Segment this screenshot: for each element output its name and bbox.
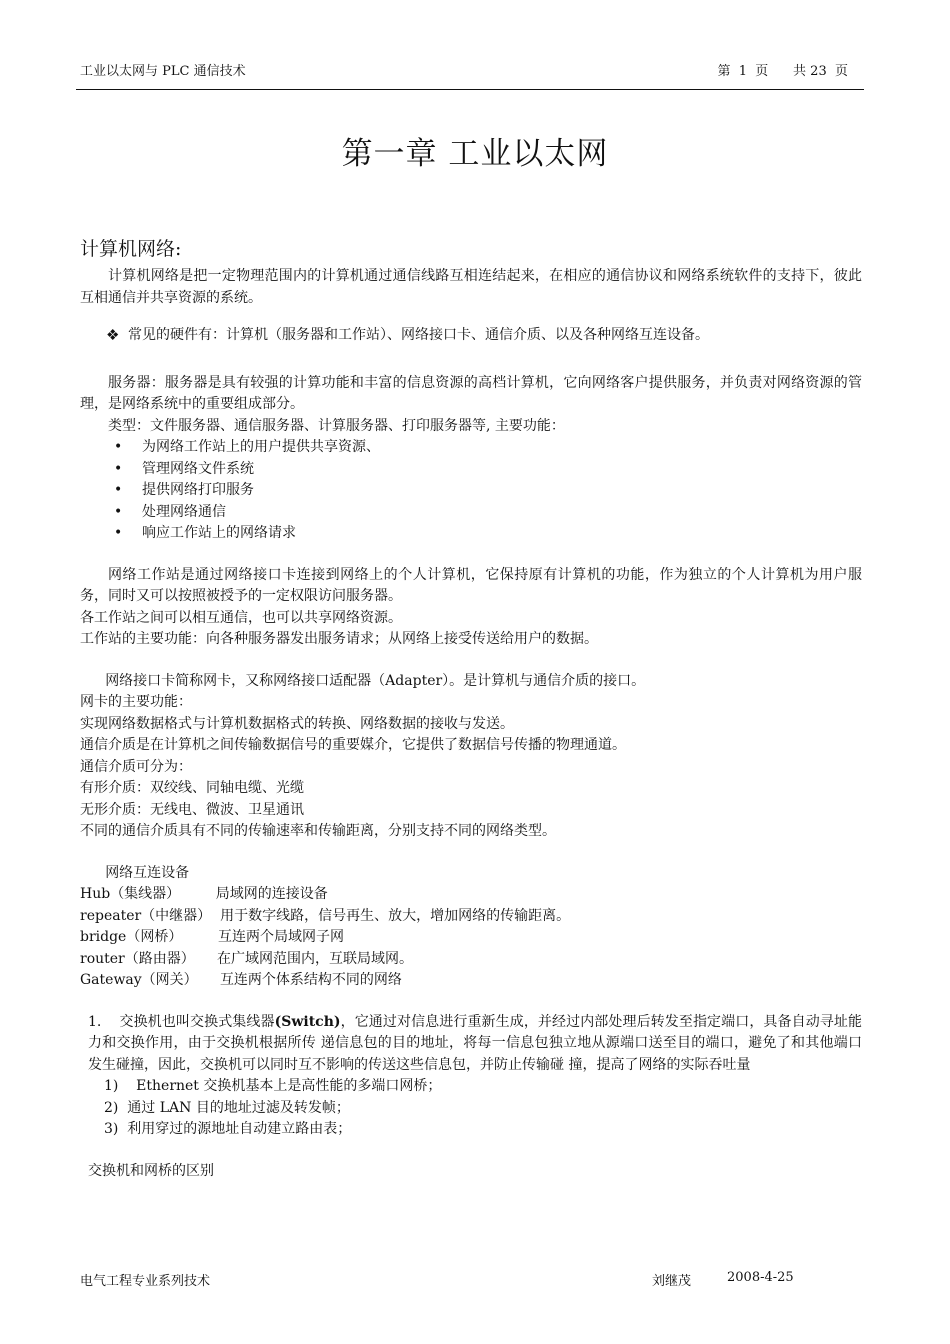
list-item: • 提供网络打印服务: [80, 480, 862, 502]
list-item: • 为网络工作站上的用户提供共享资源、: [80, 437, 862, 459]
nic-line: 无形介质：无线电、微波、卫星通讯: [80, 801, 304, 818]
switch-paragraph: 1. 交换机也叫交换式集线器(Switch)，它通过对信息进行重新生成，并经过内部处理后转发至指定端口，具备自动寻址能力和交换作用，由于交换机根据所传 递信息包的目的地址，将每一信息包独立地从源端口送至目的端口，避免了和其他端口发生碰撞，因此，交换机可以同时互不影响的传送这些信息包，并防止传输碰 撞，提高了网络的实际吞吐量: [88, 1013, 862, 1073]
device-row: router（路由器） 在广域网范围内，互联局域网。: [80, 950, 413, 967]
footer-author: 刘继茂: [652, 1274, 692, 1289]
nic-line: 网卡的主要功能：: [80, 694, 192, 710]
server-function-list: [80, 437, 862, 545]
device-row: bridge（网桥） 互连两个局域网子网: [80, 929, 344, 945]
bullet-icon: •: [114, 503, 123, 520]
header-title: 工业以太网与 PLC 通信技术: [80, 64, 246, 79]
nic-line: 不同的通信介质具有不同的传输速率和传输距离，分别支持不同的网络类型。: [80, 823, 556, 839]
device-row: Gateway（网关） 互连两个体系结构不同的网络: [80, 972, 402, 988]
hardware-line: [106, 325, 862, 347]
nic-line: 有形介质：双绞线、同轴电缆、光缆: [80, 780, 304, 796]
footer-date: 2008-4-25: [727, 1270, 794, 1285]
nic-line: 通信介质可分为：: [80, 758, 192, 775]
header-rule: [76, 89, 864, 90]
nic-line: 通信介质是在计算机之间传输数据信号的重要媒介，它提供了数据信号传播的物理通道。: [80, 737, 626, 753]
device-row: Hub（集线器） 局域网的连接设备: [80, 886, 328, 902]
list-item: • 响应工作站上的网络请求: [80, 523, 862, 545]
list-item: • 管理网络文件系统: [80, 459, 862, 481]
chapter-title: 第一章 工业以太网: [341, 136, 609, 172]
list-item: • 处理网络通信: [80, 502, 862, 524]
closing-line: 交换机和网桥的区别: [88, 1162, 214, 1179]
bullet-icon: •: [114, 482, 123, 498]
header-page-number: 第 1 页 共 23 页: [717, 64, 848, 79]
device-row: repeater（中继器） 用于数字线路，信号再生、放大，增加网络的传输距离。: [80, 907, 571, 924]
nic-line: 实现网络数据格式与计算机数据格式的转换、网络数据的接收与发送。: [80, 715, 514, 732]
bullet-icon: •: [114, 525, 123, 541]
workstation-line-2: 各工作站之间可以相互通信，也可以共享网络资源。: [80, 609, 402, 626]
bullet-icon: •: [114, 460, 123, 477]
section-title: 计算机网络:: [80, 238, 182, 260]
intro-paragraph: 计算机网络是把一定物理范围内的计算机通过通信线路互相连结起来，在相应的通信协议和网络系统软件的支持下，彼此互相通信并共享资源的系统。: [80, 268, 862, 306]
switch-sub-item: 3) 利用穿过的源地址自动建立路由表；: [104, 1121, 352, 1137]
body-content: [80, 236, 862, 1182]
switch-sub-item: 2) 通过 LAN 目的地址过滤及转发帧；: [104, 1099, 350, 1116]
workstation-line-3: 工作站的主要功能：向各种服务器发出服务请求；从网络上接受传送给用户的数据。: [80, 631, 598, 647]
nic-paragraph: 网络接口卡简称网卡，又称网络接口适配器（Adapter）。是计算机与通信介质的接口。: [105, 672, 646, 689]
footer-series: 电气工程专业系列技术: [80, 1274, 211, 1289]
devices-title: 网络互连设备: [105, 864, 190, 881]
server-paragraph: 服务器：服务器是具有较强的计算功能和丰富的信息资源的高档计算机，它向网络客户提供服务，并负责对网络资源的管理，是网络系统中的重要组成部分。: [80, 374, 862, 412]
server-types: 类型：文件服务器、通信服务器、计算服务器、打印服务器等, 主要功能：: [108, 417, 565, 434]
bullet-icon: •: [114, 439, 123, 455]
hardware-text: 常见的硬件有：计算机（服务器和工作站）、网络接口卡、通信介质、以及各种网络互连设备。: [128, 327, 709, 343]
workstation-paragraph: 网络工作站是通过网络接口卡连接到网络上的个人计算机，它保持原有计算机的功能，作为独立的个人计算机为用户服务，同时又可以按照被授予的一定权限访问服务器。: [80, 566, 862, 604]
diamond-bullet-icon: ❖: [106, 326, 120, 344]
switch-sub-item: 1) Ethernet 交换机基本上是高性能的多端口网桥；: [104, 1078, 442, 1094]
